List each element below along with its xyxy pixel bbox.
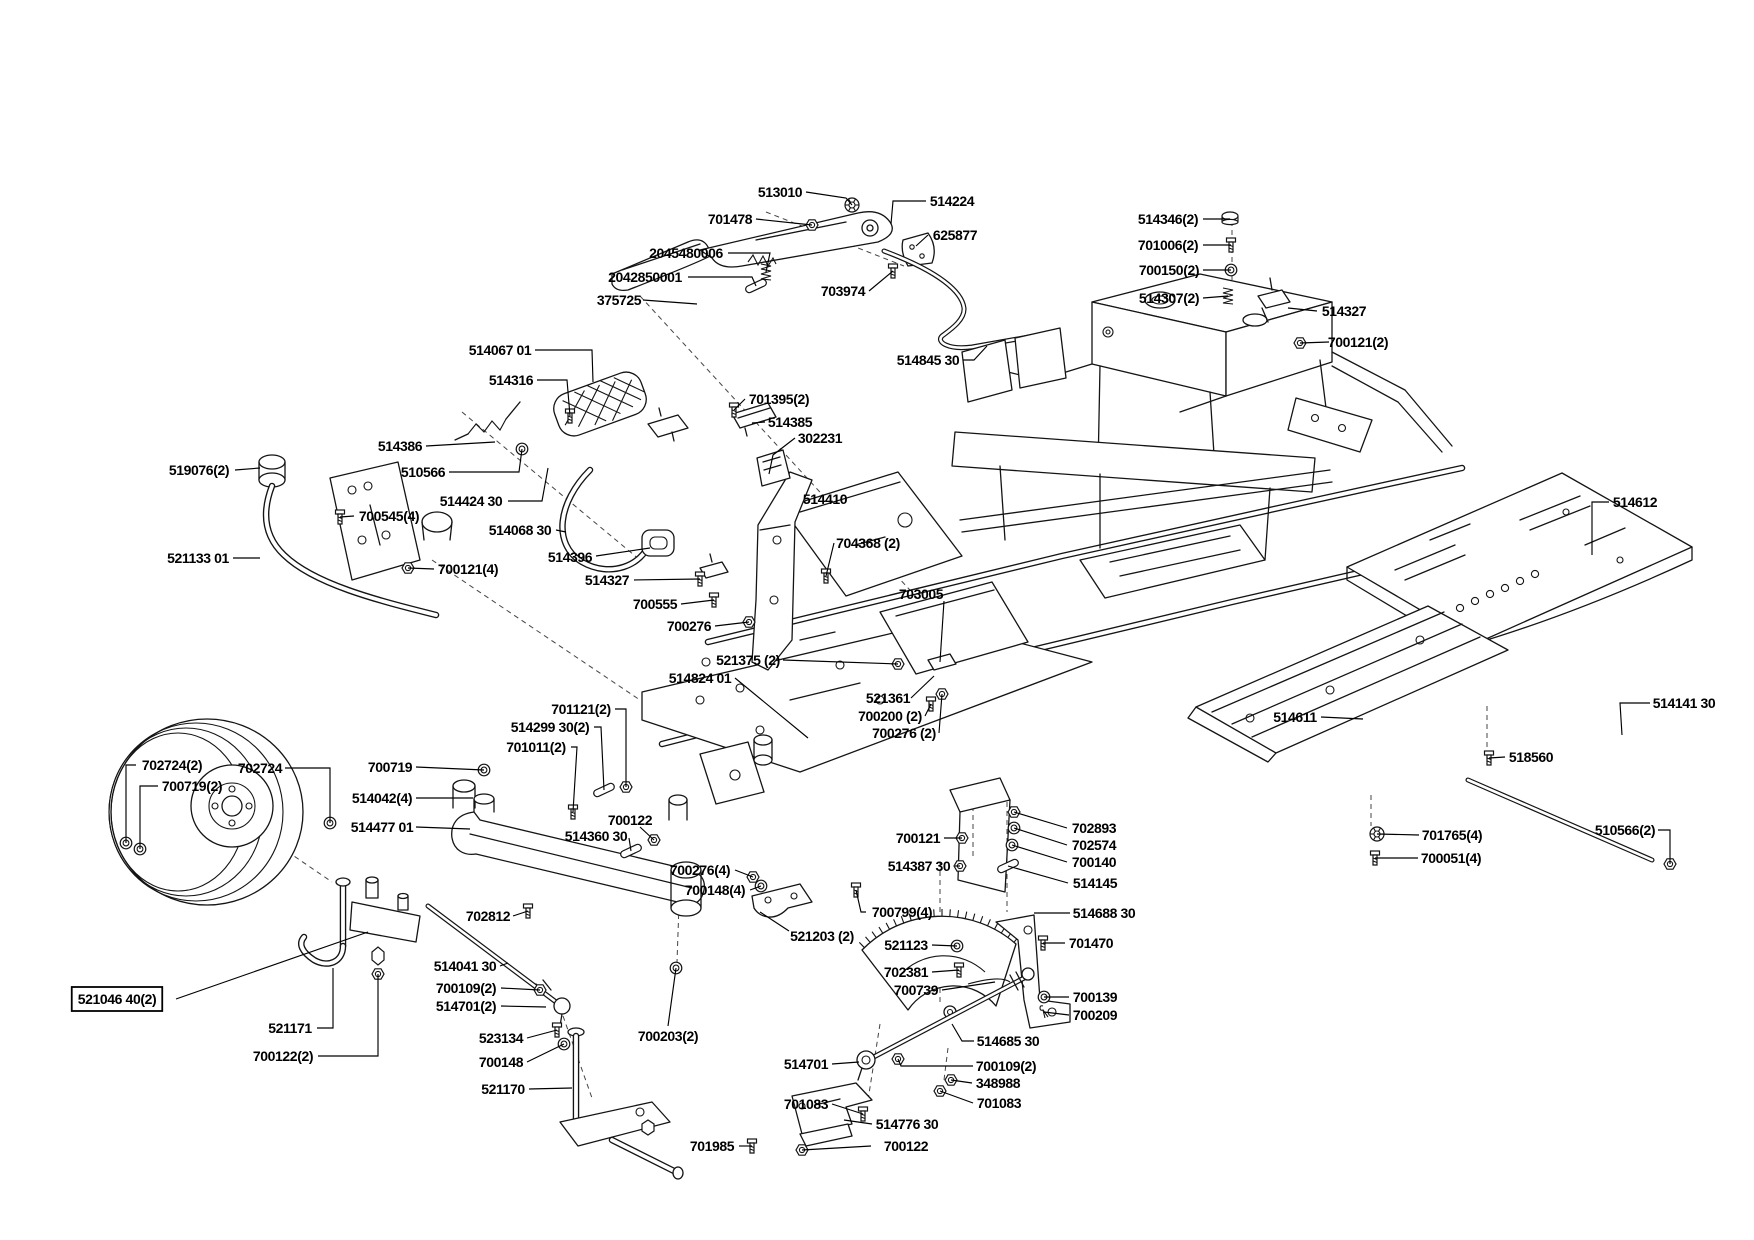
part-number-label: 701395(2) [748,391,810,407]
part-number-label: 514424 30 [439,493,503,509]
plunger-switch [648,415,688,437]
part-number-label: 701985 [689,1138,735,1154]
part-number-label: 702381 [883,964,929,980]
part-number-label: 521046 40(2) [77,991,157,1007]
leader-line [802,1146,871,1150]
part-number-label: 518560 [1508,749,1554,765]
leader-line [1620,703,1650,735]
part-number-label: 701011(2) [506,739,566,755]
part-number-label: 700148(4) [684,882,746,898]
part-number-label: 521171 [268,1020,312,1036]
leader-line [527,1044,564,1062]
leader-line [688,277,756,286]
part-number-label: 700121(2) [1327,334,1389,350]
part-number-label: 514410 [802,491,848,507]
leader-line [898,1059,973,1066]
part-number-label: 701083 [783,1096,829,1112]
leader-line [952,1024,974,1041]
part-number-label: 521123 [884,937,928,953]
part-number-label: 514327 [584,572,630,588]
part-number-label: 514776 30 [875,1116,939,1132]
leader-line [940,1091,973,1103]
tie-rod-ball-joint [554,998,570,1014]
part-number-label: 514385 [767,414,813,430]
part-number-label: 701470 [1068,935,1114,951]
bumper-buffer [422,512,452,532]
leader-line [1014,812,1067,828]
part-number-label: 700739 [893,982,939,998]
rear-bracket [1288,398,1372,452]
part-number-label: 700148 [478,1054,524,1070]
part-number-label: 514396 [547,549,593,565]
part-number-label: 700799(4) [871,904,933,920]
steering-arm-plate [350,902,420,942]
mid-plate [1080,525,1265,598]
part-number-label: 514612 [1612,494,1658,510]
leader-line [640,827,654,840]
part-number-label: 514688 30 [1072,905,1136,921]
part-number-label: 700555 [632,596,678,612]
part-number-label: 700545(4) [358,508,420,524]
part-number-label: 701006(2) [1137,237,1199,253]
leader-line [869,271,893,291]
leader-line [1012,845,1067,862]
part-number-label: 513010 [757,184,803,200]
part-number-label: 700140 [1071,854,1117,870]
part-number-label: 519076(2) [168,462,230,478]
part-number-label: 700109(2) [435,980,497,996]
leader-line [681,600,714,604]
pedal-spring-clip [468,419,506,434]
part-number-label: 700276 [666,618,712,634]
part-number-label: 700139 [1072,989,1118,1005]
part-number-label: 701121(2) [551,701,611,717]
part-number-label: 514068 30 [488,522,552,538]
part-number-label: 514701(2) [435,998,497,1014]
part-number-label: 521133 01 [167,550,229,566]
part-number-label: 702812 [465,908,511,924]
part-number-label: 700122 [883,1138,929,1154]
part-number-label: 514141 30 [1652,695,1716,711]
axle-beam [452,812,705,904]
part-number-label: 514386 [377,438,423,454]
leader-line [571,747,577,812]
leader-line [832,1062,859,1064]
leader-line [416,767,484,770]
part-number-label: 702574 [1071,837,1117,853]
leader-line [634,579,700,580]
part-number-label: 700209 [1072,1007,1118,1023]
leader-line [615,709,626,787]
part-number-label: 700200 (2) [858,708,922,724]
part-number-label: 2042850001 [608,269,682,285]
part-number-label: 514327 [1321,303,1367,319]
part-number-label: 702724 [237,760,283,776]
part-number-label: 521170 [481,1081,525,1097]
part-number-label: 700719 [367,759,413,775]
kingpin-assembly [301,877,420,965]
part-number-label: 514042(4) [351,790,413,806]
leader-line [508,468,548,501]
bumper-cap [259,455,285,469]
front-wheel-group [109,719,303,905]
part-number-label: 514845 30 [896,352,960,368]
part-number-label: 510566 [400,464,446,480]
leader-line [527,1030,557,1038]
part-number-label: 514360 30 [564,828,628,844]
leader-line [529,1088,572,1089]
leader-line [426,442,495,446]
part-number-label: 514685 30 [976,1033,1040,1049]
leader-line [643,300,697,304]
part-number-label: 702893 [1071,820,1117,836]
spindle-group [560,1028,683,1179]
part-number-label: 703005 [898,586,944,602]
part-number-label: 514824 01 [668,670,732,686]
leader-line [318,974,378,1056]
part-number-label: 521203 (2) [790,928,854,944]
leader-line [1008,866,1068,883]
part-number-label: 700276(4) [669,862,731,878]
part-number-label: 700121(4) [437,561,499,577]
part-number-label: 514611 [1273,709,1317,725]
part-number-label: 523134 [478,1030,524,1046]
part-number-label: 701083 [976,1095,1022,1111]
part-number-label: 700121 [895,830,941,846]
foot-pedal [549,368,651,441]
part-number-label: 514701 [783,1056,829,1072]
leader-line [891,201,926,224]
part-number-label: 375725 [596,292,642,308]
part-number-label: 514316 [488,372,534,388]
part-number-label: 514299 30(2) [510,719,590,735]
part-number-label: 700109(2) [975,1058,1037,1074]
part-number-label: 700719(2) [161,778,223,794]
pivot-bracket [950,778,1010,812]
part-number-label: 514346(2) [1137,211,1199,227]
drag-link-ball-joint [857,1051,875,1069]
part-number-label: 521375 (2) [716,652,780,668]
part-number-label: 514041 30 [433,958,497,974]
part-number-label: 514224 [929,193,975,209]
part-number-label: 521361 [865,690,911,706]
part-number-label: 514307(2) [1138,290,1200,306]
cap-icon [1222,212,1238,225]
seat-plate-group [1188,473,1692,860]
part-number-label: 703974 [820,283,866,299]
part-number-label: 514477 01 [350,819,414,835]
seat-rail [1196,606,1508,753]
guard-grommet [642,530,674,556]
part-number-label: 348988 [975,1075,1021,1091]
part-number-label: 700276 (2) [872,725,936,741]
frame-upright [962,340,1012,402]
leader-line [668,968,676,1026]
leader-line [235,468,260,470]
steering-sector-group [792,909,1070,1146]
part-number-label: 510566(2) [1594,822,1656,838]
leader-line [1014,828,1067,845]
leader-line [594,727,604,790]
part-number-label: 514387 30 [887,858,951,874]
arm-nut [372,947,384,965]
spacer-sleeve [754,735,772,745]
part-number-label: 700203(2) [637,1028,699,1044]
rear-crossmember [952,432,1315,492]
part-number-label: 701478 [707,211,753,227]
part-number-label: 700122(2) [252,1048,314,1064]
part-number-label: 514067 01 [468,342,532,358]
part-number-label: 700122 [607,812,653,828]
part-number-label: 704368 (2) [836,535,900,551]
part-number-label: 2045480006 [649,245,723,261]
leader-line [501,1006,546,1007]
leader-line [535,350,593,382]
axle-collar [474,794,494,804]
leader-line [176,932,368,999]
leader-line [756,219,812,225]
part-number-label: 514145 [1072,875,1118,891]
part-number-label: 302231 [797,430,843,446]
part-number-label: 701765(4) [1421,827,1483,843]
part-number-label: 700051(4) [1420,850,1482,866]
part-number-label: 625877 [932,227,978,243]
part-number-label: 700150(2) [1138,262,1200,278]
part-number-label: 702724(2) [141,757,203,773]
leader-line [317,968,333,1028]
